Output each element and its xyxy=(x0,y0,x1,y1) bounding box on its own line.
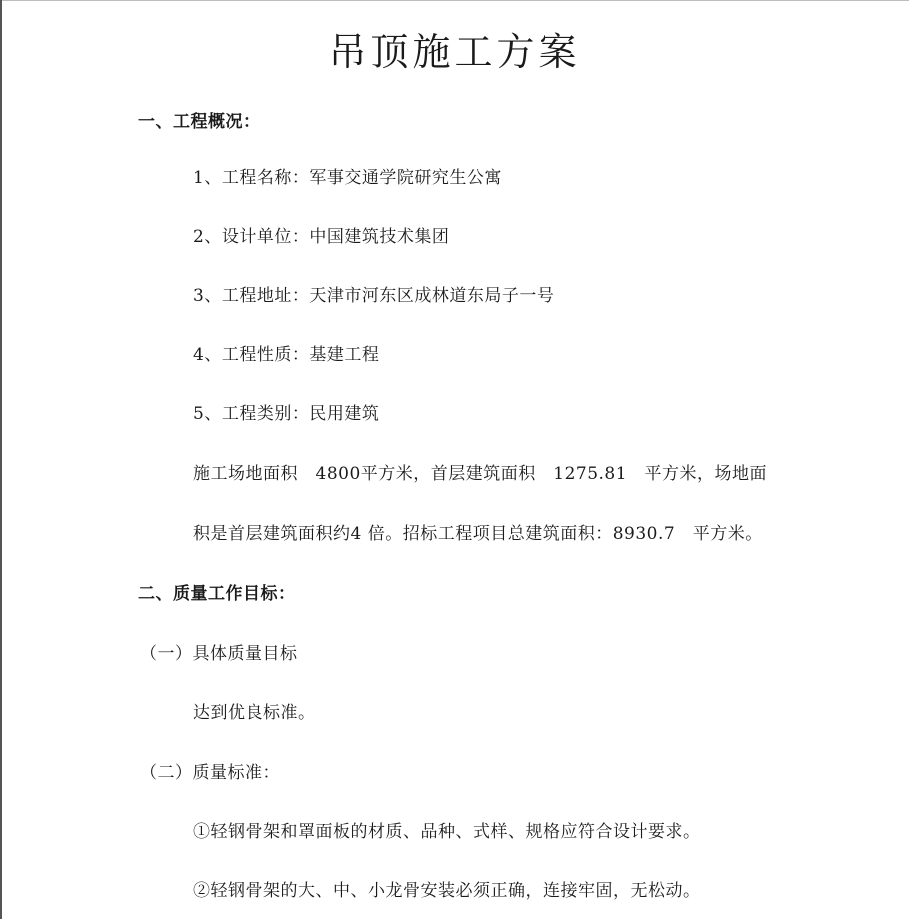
subsection-heading-standard: （二）质量标准： xyxy=(140,763,280,783)
quality-target-text: 达到优良标准。 xyxy=(193,703,316,723)
document-title: 吊顶施工方案 xyxy=(328,30,581,74)
section-heading-quality: 二、质量工作目标： xyxy=(138,584,296,604)
site-area-line-1: 施工场地面积 4800平方米，首层建筑面积 1275.81 平方米，场地面 xyxy=(193,464,768,484)
design-unit-line: 2、设计单位：中国建筑技术集团 xyxy=(193,227,450,247)
page-top-edge xyxy=(0,0,909,1)
page-left-edge xyxy=(0,0,2,919)
subsection-heading-target: （一）具体质量目标 xyxy=(140,644,298,664)
site-area-line-2: 积是首层建筑面积约4 倍。招标工程项目总建筑面积：8930.7 平方米。 xyxy=(193,524,763,544)
project-name-line: 1、工程名称：军事交通学院研究生公寓 xyxy=(193,168,502,188)
standard-item-2: ②轻钢骨架的大、中、小龙骨安装必须正确，连接牢固，无松动。 xyxy=(193,881,701,901)
project-category-line: 5、工程类别：民用建筑 xyxy=(193,404,380,424)
project-address-line: 3、工程地址：天津市河东区成林道东局子一号 xyxy=(193,286,555,306)
project-nature-line: 4、工程性质：基建工程 xyxy=(193,345,380,365)
standard-item-1: ①轻钢骨架和罩面板的材质、品种、式样、规格应符合设计要求。 xyxy=(193,822,701,842)
section-heading-overview: 一、工程概况： xyxy=(138,112,261,132)
